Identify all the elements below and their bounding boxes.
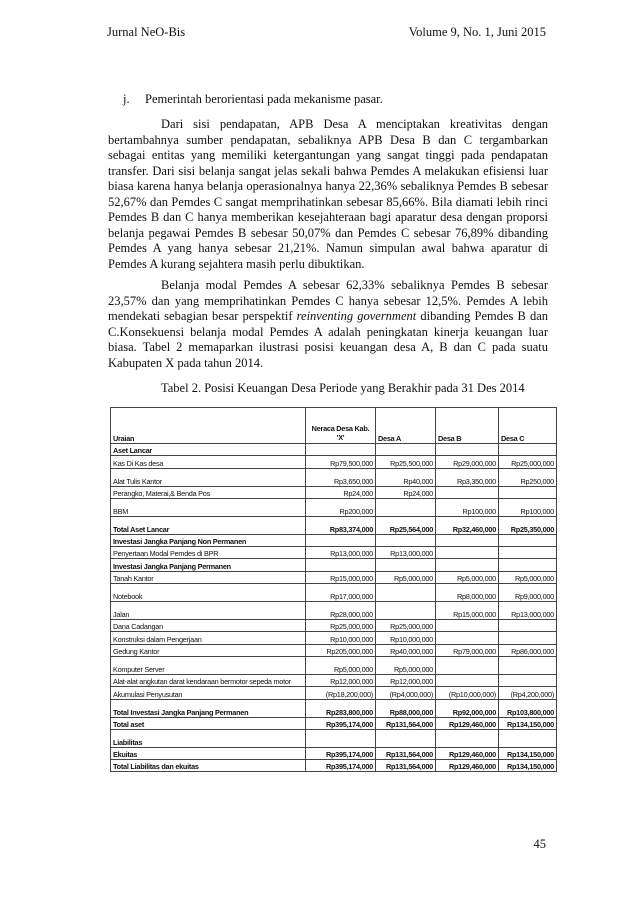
value-cell <box>499 534 557 546</box>
row-label-cell: Gedung Kantor <box>111 644 306 656</box>
value-cell: Rp13,000,000 <box>499 602 557 620</box>
value-cell: Rp25,000,000 <box>376 620 436 632</box>
table-header-cell: Uraian <box>111 408 306 444</box>
value-cell: Rp134,150,000 <box>499 717 557 729</box>
value-cell <box>376 584 436 602</box>
value-cell <box>376 559 436 571</box>
value-cell: Rp3,350,000 <box>436 468 499 486</box>
value-cell: Rp134,150,000 <box>499 760 557 772</box>
table-row <box>111 632 557 644</box>
table-row <box>111 602 557 620</box>
row-label-cell: Total Liabilitas dan ekuitas <box>111 760 306 772</box>
value-cell: Rp131,564,000 <box>376 760 436 772</box>
table-row <box>111 486 557 498</box>
table-row <box>111 547 557 559</box>
table-row <box>111 516 557 534</box>
paragraph-text-part: Belanja modal Pemdes A sebesar 62,33% sebaliknya Pemdes B sebesar 23,57% dan yang memprihatinkan Pemdes C hanya sebesar 12,5%. Pemdes A lebih mendekati sebagian besar perspektif <box>108 278 548 324</box>
value-cell: Rp83,374,000 <box>306 516 376 534</box>
financial-position-table <box>110 407 557 772</box>
table-row <box>111 699 557 717</box>
value-cell: Rp395,174,000 <box>306 747 376 759</box>
table-row <box>111 444 557 456</box>
value-cell <box>499 674 557 686</box>
value-cell <box>436 559 499 571</box>
value-cell <box>376 444 436 456</box>
row-label-cell: Liabilitas <box>111 729 306 747</box>
row-label-cell: Total Investasi Jangka Panjang Permanen <box>111 699 306 717</box>
value-cell: Rp25,000,000 <box>499 456 557 468</box>
list-marker: j. <box>123 92 130 106</box>
value-cell: Rp395,174,000 <box>306 717 376 729</box>
value-cell <box>306 534 376 546</box>
value-cell: Rp283,800,000 <box>306 699 376 717</box>
table-row <box>111 760 557 772</box>
value-cell <box>306 729 376 747</box>
table-row <box>111 584 557 602</box>
value-cell: (Rp18,200,000) <box>306 687 376 699</box>
emphasis-term: reinventing government <box>296 309 417 324</box>
value-cell: Rp10,000,000 <box>376 632 436 644</box>
table-caption: Tabel 2. Posisi Keuangan Desa Periode yang Berakhir pada 31 Des 2014 <box>161 381 525 395</box>
table-row <box>111 729 557 747</box>
paragraph-text: Dari sisi pendapatan, APB Desa A menciptakan kreativitas dengan bertambahnya sumber pendapatan, sebaliknya APB Desa B dan C tergambarkan sebagai entitas yang memiliki ketergantungan yang sangat tinggi pada pendapatan transfer. Dari sisi belanja sangat jelas sekali bahwa Pemdes A melakukan efisiensi luar biasa karena hanya belanja operasionalnya hanya 22,36% sebaliknya Pemdes B sebesar 52,67% dan Pemdes C sangat memprihatinkan sebesar 85,66%. Bila diamati lebih rinci Pemdes B dan C hanya memberikan kesejahteraan bagi aparatur desa dengan proporsi belanja pegawai Pemdes B sebesar 50,07% dan Pemdes C sebesar 76,89% dibanding Pemdes A yang hanya sebesar 21,21%. Namun simpulan awal bahwa aparatur di Pemdes A kurang sejahtera masih perlu dibuktikan. <box>108 117 548 271</box>
value-cell: Rp200,000 <box>306 498 376 516</box>
paragraph-capital-expenditure <box>108 278 548 371</box>
value-cell: Rp129,460,000 <box>436 717 499 729</box>
value-cell <box>436 656 499 674</box>
journal-volume: Volume 9, No. 1, Juni 2015 <box>408 25 546 39</box>
value-cell <box>306 444 376 456</box>
value-cell: Rp134,150,000 <box>499 747 557 759</box>
value-cell <box>436 534 499 546</box>
row-label-cell: Penyertaan Modal Pemdes di BPR <box>111 547 306 559</box>
value-cell <box>306 559 376 571</box>
value-cell: Rp5,000,000 <box>306 656 376 674</box>
value-cell: Rp5,000,000 <box>376 571 436 583</box>
value-cell: Rp25,000,000 <box>306 620 376 632</box>
value-cell <box>499 547 557 559</box>
value-cell: Rp9,000,000 <box>499 584 557 602</box>
value-cell: Rp86,000,000 <box>499 644 557 656</box>
value-cell <box>499 620 557 632</box>
value-cell: Rp25,500,000 <box>376 456 436 468</box>
value-cell <box>436 547 499 559</box>
value-cell <box>436 674 499 686</box>
value-cell <box>499 559 557 571</box>
value-cell <box>499 444 557 456</box>
list-item-text: Pemerintah berorientasi pada mekanisme pasar. <box>145 92 383 106</box>
value-cell: Rp25,564,000 <box>376 516 436 534</box>
value-cell: Rp5,000,000 <box>499 571 557 583</box>
value-cell: Rp5,000,000 <box>436 571 499 583</box>
value-cell: Rp12,000,000 <box>306 674 376 686</box>
value-cell: Rp13,000,000 <box>376 547 436 559</box>
value-cell: Rp129,460,000 <box>436 747 499 759</box>
value-cell: Rp10,000,000 <box>306 632 376 644</box>
row-label-cell: Aset Lancar <box>111 444 306 456</box>
value-cell: Rp28,000,000 <box>306 602 376 620</box>
page-number: 45 <box>533 837 546 851</box>
value-cell: Rp29,000,000 <box>436 456 499 468</box>
value-cell: Rp5,000,000 <box>376 656 436 674</box>
value-cell: Rp24,000 <box>306 486 376 498</box>
table-body <box>111 408 557 772</box>
value-cell: Rp100,000 <box>436 498 499 516</box>
value-cell: Rp13,000,000 <box>306 547 376 559</box>
row-label-cell: Dana Cadangan <box>111 620 306 632</box>
row-label-cell: Alat-alat angkutan darat kendaraan bermotor sepeda motor <box>111 674 306 686</box>
table-row <box>111 498 557 516</box>
value-cell: Rp131,564,000 <box>376 747 436 759</box>
value-cell <box>499 656 557 674</box>
row-label-cell: Akumulasi Penyusutan <box>111 687 306 699</box>
value-cell: Rp100,000 <box>499 498 557 516</box>
value-cell: Rp92,000,000 <box>436 699 499 717</box>
value-cell: Rp25,350,000 <box>499 516 557 534</box>
row-label-cell: Kas Di Kas desa <box>111 456 306 468</box>
value-cell <box>499 729 557 747</box>
table-row <box>111 559 557 571</box>
row-label-cell: BBM <box>111 498 306 516</box>
row-label-cell: Total aset <box>111 717 306 729</box>
paragraph-text-part: dibanding Pemdes B dan C.Konsekuensi belanja modal Pemdes A adalah peningkatan kinerja keuangan luar biasa. Tabel 2 memaparkan ilustrasi posisi keuangan desa A, B dan C pada suatu Kabupaten X pada tahun 2014. <box>108 309 549 370</box>
row-label-cell: Jalan <box>111 602 306 620</box>
row-label-cell: Notebook <box>111 584 306 602</box>
value-cell: Rp17,000,000 <box>306 584 376 602</box>
table-row <box>111 571 557 583</box>
value-cell <box>499 632 557 644</box>
value-cell: Rp205,000,000 <box>306 644 376 656</box>
row-label-cell: Tanah Kantor <box>111 571 306 583</box>
journal-title: Jurnal NeO-Bis <box>107 25 186 39</box>
value-cell: (Rp10,000,000) <box>436 687 499 699</box>
value-cell: Rp12,000,000 <box>376 674 436 686</box>
table-row <box>111 747 557 759</box>
value-cell <box>499 486 557 498</box>
value-cell <box>436 486 499 498</box>
paragraph-revenue <box>108 117 548 272</box>
value-cell: Rp129,460,000 <box>436 760 499 772</box>
row-label-cell: Alat Tulis Kantor <box>111 468 306 486</box>
table-row <box>111 456 557 468</box>
row-label-cell: Komputer Server <box>111 656 306 674</box>
table-header-cell: Desa C <box>499 408 557 444</box>
paragraph-text <box>108 278 548 371</box>
value-cell: Rp15,000,000 <box>306 571 376 583</box>
value-cell <box>376 534 436 546</box>
row-label-cell: Perangko, Materai,& Benda Pos <box>111 486 306 498</box>
value-cell <box>436 632 499 644</box>
value-cell: (Rp4,200,000) <box>499 687 557 699</box>
table-row <box>111 656 557 674</box>
value-cell: Rp131,564,000 <box>376 717 436 729</box>
table-header-cell: Desa A <box>376 408 436 444</box>
table-header-cell: Desa B <box>436 408 499 444</box>
table-row <box>111 644 557 656</box>
row-label-cell: Investasi Jangka Panjang Permanen <box>111 559 306 571</box>
row-label-cell: Investasi Jangka Panjang Non Permanen <box>111 534 306 546</box>
value-cell: Rp79,000,000 <box>436 644 499 656</box>
value-cell <box>436 620 499 632</box>
table-row <box>111 620 557 632</box>
value-cell: Rp395,174,000 <box>306 760 376 772</box>
value-cell: Rp103,800,000 <box>499 699 557 717</box>
value-cell: Rp24,000 <box>376 486 436 498</box>
table-header-row <box>111 408 557 444</box>
table-row <box>111 534 557 546</box>
value-cell: Rp8,000,000 <box>436 584 499 602</box>
value-cell <box>376 498 436 516</box>
table-header-cell: Neraca Desa Kab. 'X' <box>306 408 376 444</box>
table-row <box>111 687 557 699</box>
value-cell <box>436 729 499 747</box>
row-label-cell: Ekuitas <box>111 747 306 759</box>
row-label-cell: Konstruksi dalam Pengerjaan <box>111 632 306 644</box>
row-label-cell: Total Aset Lancar <box>111 516 306 534</box>
table-row <box>111 717 557 729</box>
value-cell: Rp79,500,000 <box>306 456 376 468</box>
list-item <box>123 92 383 107</box>
value-cell <box>376 729 436 747</box>
value-cell: (Rp4,000,000) <box>376 687 436 699</box>
value-cell: Rp88,000,000 <box>376 699 436 717</box>
value-cell: Rp3,650,000 <box>306 468 376 486</box>
value-cell <box>376 602 436 620</box>
value-cell: Rp250,000 <box>499 468 557 486</box>
table-row <box>111 674 557 686</box>
value-cell: Rp32,460,000 <box>436 516 499 534</box>
value-cell: Rp15,000,000 <box>436 602 499 620</box>
value-cell <box>436 444 499 456</box>
value-cell: Rp40,000,000 <box>376 644 436 656</box>
table-row <box>111 468 557 486</box>
value-cell: Rp40,000 <box>376 468 436 486</box>
